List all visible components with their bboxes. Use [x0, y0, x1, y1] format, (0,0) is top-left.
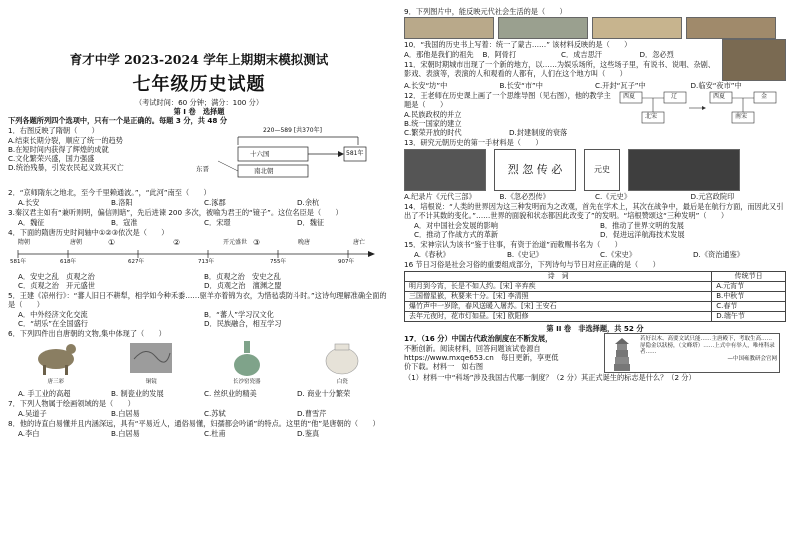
q15-stem: 15．宋神宗认为该书“鉴于往事，有资于治道”而敕赐书名为（ ）: [404, 240, 622, 249]
q14-option-d[interactable]: D．促进远洋航海技术发展: [600, 230, 685, 239]
q14-option-a[interactable]: A．对中国社会发展的影响: [414, 221, 498, 230]
tl-year-581: 581年: [10, 259, 26, 266]
festival-cell[interactable]: D.端午节: [712, 312, 786, 322]
table-row: [405, 292, 786, 302]
q17-subquestion-1: （1）材料一中“科场”涉及我国古代哪一制度？（2 分）其正式诞生的标志是什么？（2 分）: [404, 373, 696, 382]
q2-options: [8, 198, 390, 207]
q1-chart-bottom-label: 东晋: [196, 165, 209, 174]
q3-options: [8, 218, 390, 227]
q17-line-2[interactable]: https://www.mxqe653.cn 每日更新，享更低: [404, 353, 559, 362]
q10-option-c[interactable]: C．成吉思汗: [561, 50, 602, 59]
q10-stem: 10．“我国的历史书上写着：统一了蒙古……” 该材料反映的是（ ）: [404, 40, 632, 49]
q12-option-d[interactable]: D.封建制度的衰落: [509, 128, 568, 137]
pagoda-icon: [607, 336, 637, 372]
q5-option-c[interactable]: C．“胡乐”在全国盛行: [18, 319, 88, 329]
q9-image-a[interactable]: [404, 17, 494, 39]
q12-option-b[interactable]: B.统一国家的建立: [404, 119, 462, 128]
tl-year-618: 618年: [60, 259, 76, 266]
q6-option-b[interactable]: B. 制瓷业的发展: [111, 389, 164, 399]
tl-year-907: 907年: [338, 259, 354, 266]
q13-stem: 13．研究元朝历史的第一手材料是（ ）: [404, 138, 543, 147]
q10-option-b[interactable]: B．阿骨打: [482, 50, 517, 59]
map-box-5: 金: [761, 93, 768, 100]
q13-images: [404, 148, 786, 192]
q17-material-box: [604, 333, 780, 373]
q13-option-c[interactable]: C.《元史》: [595, 192, 632, 201]
question-10-11: [404, 39, 786, 81]
q3-option-a[interactable]: A．魏征: [18, 218, 45, 228]
vase-icon: [222, 339, 272, 377]
q15-options: [404, 250, 786, 259]
camel-artifact-icon: [31, 339, 81, 377]
tl-label-tang: 唐朝: [70, 239, 83, 247]
q2-option-b[interactable]: B.洛阳: [111, 198, 133, 208]
q1-stem: 1．右图反映了隋朝（ ）: [8, 126, 99, 136]
tl-label-end: 唐亡: [353, 239, 366, 247]
q5-option-a[interactable]: A．中外经济文化交流: [18, 310, 88, 320]
q1-option-a[interactable]: A.结束长期分裂，顺应了统一的趋势: [8, 136, 123, 146]
q2-stem: 2．“京师隋东之地北，至今千里赖通波。”，“此河”南至（ ）: [8, 188, 211, 198]
tl-mark-1: ①: [108, 238, 116, 248]
q3-option-b[interactable]: B．寇准: [111, 218, 138, 228]
q17-line-1: 不断创新。阅读材料，回答问题该试卷源自: [404, 344, 541, 353]
q4-option-d[interactable]: D．贞观之治 澶渊之盟: [204, 281, 282, 291]
q1-chart-top-label: 220—589 [共370年]: [263, 127, 322, 135]
q13-image-yuanshi[interactable]: 元史: [584, 149, 620, 191]
q15-option-a[interactable]: A.《春秋》: [414, 250, 450, 259]
q4-option-a[interactable]: A．安史之乱 贞观之治: [18, 272, 95, 282]
tl-year-755: 755年: [270, 259, 286, 266]
map-box-6: 南宋: [735, 113, 748, 120]
tl-mark-2: ②: [173, 238, 181, 248]
q3-option-d[interactable]: D．魏征: [297, 218, 325, 228]
q5-options: [8, 310, 390, 328]
q5-stem: 5．王建《凉州行》：“蕃人旧日不耕犁，相学如今种禾黍……驱羊亦着锦为衣，为惜毡裘防斗时。”这诗句理解准确全面的是（ ）: [8, 291, 387, 310]
q4-options: [8, 272, 390, 290]
q4-stem: 4．下面的隋唐历史时间轴中①②③依次是（ ）: [8, 228, 169, 238]
q13-image-book[interactable]: 烈 忽 传 必: [494, 149, 576, 191]
q13-image-seal[interactable]: [628, 149, 740, 191]
q10-options: [404, 50, 718, 59]
q11-option-d[interactable]: D.临安“夜市”中: [690, 81, 742, 90]
q10-illustration: [722, 39, 786, 81]
q1-dynasty-chart: [188, 125, 378, 187]
q1-chart-box-label: 十六国: [250, 150, 270, 159]
q11-option-b[interactable]: B.长安“市”中: [499, 81, 543, 90]
q9-image-c[interactable]: [592, 17, 682, 39]
school-title: 育才中学 2023-2024 学年上期期末模拟测试: [69, 52, 329, 67]
map-box-1: 西夏: [623, 93, 636, 100]
table-row: [405, 282, 786, 292]
q10-option-a[interactable]: A．那他是我们的祖先: [404, 50, 474, 59]
q6-artifacts: [8, 339, 390, 389]
q11-option-a[interactable]: A.长安“坊”中: [404, 81, 448, 90]
q6-option-d[interactable]: D. 商业十分繁荣: [297, 389, 351, 399]
q7-stem: 7．下列人物属于绘画领域的是（ ）: [8, 399, 135, 409]
q5-option-b[interactable]: B．“蕃人”学习汉文化: [204, 310, 274, 320]
q6-stem: 6．下列四件出自唐朝的文物,集中体现了（ ）: [8, 329, 166, 339]
q16-header-poem: 诗 词: [405, 272, 712, 282]
q16-stem: 16 节日习俗是社会习俗的重要组成部分，下列诗句与节日对应正确的是（ ）: [404, 260, 660, 269]
map-box-2: 辽: [671, 93, 678, 100]
map-box-3: 北宋: [645, 113, 658, 120]
white-jar-icon: [317, 339, 367, 377]
q15-option-c[interactable]: C.《宋史》: [600, 250, 637, 259]
q7-option-c[interactable]: C.苏轼: [204, 409, 226, 419]
festival-cell[interactable]: B.中秋节: [712, 292, 786, 302]
q2-option-c[interactable]: C.涿郡: [204, 198, 226, 208]
q8-option-b[interactable]: B.白居易: [111, 429, 140, 439]
q9-image-d[interactable]: [686, 17, 776, 39]
q7-option-d[interactable]: D.曹雪芹: [297, 409, 327, 419]
q13-options: [404, 192, 786, 201]
festival-cell[interactable]: A.元宵节: [712, 282, 786, 292]
right-column: [404, 6, 786, 382]
q6-option-c[interactable]: C. 丝织业的精美: [204, 389, 257, 399]
artifact-1-caption: 唐三彩: [47, 379, 64, 386]
q6-options: [8, 389, 390, 398]
poem-cell: 爆竹声中一岁除，春风送暖入屠苏。[宋] 王安石: [405, 302, 712, 312]
q15-option-b[interactable]: B.《史记》: [507, 250, 543, 259]
q17-stem: 17．（16 分）中国古代政治制度在不断发展，: [404, 334, 553, 343]
q4-timeline: [8, 238, 390, 272]
poem-cell: 明月到今宵，长是不如人约。[宋] 辛弃疾: [405, 282, 712, 292]
q4-option-b[interactable]: B．贞观之治 安史之乱: [204, 272, 281, 282]
question-1: [8, 125, 390, 187]
q12-options-cd: [404, 128, 614, 137]
part2-heading: 第 II 卷 非选择题，共 52 分: [546, 324, 644, 333]
q2-option-a[interactable]: A.长安: [18, 198, 40, 208]
q1-chart-mid-label: 南北朝: [254, 167, 274, 176]
q8-options: [8, 429, 390, 438]
q6-option-a[interactable]: A. 手工业的高超: [18, 389, 71, 399]
q17-credit: —中国雍教研会官网: [727, 355, 777, 362]
q8-option-c[interactable]: C.杜甫: [204, 429, 226, 439]
exam-info: （考试时间：60 分钟；满分：100 分）: [134, 98, 264, 108]
q12-stem: 12．王老师在历史课上画了一个思维导图（见右图），他的教学主题是（ ）: [404, 91, 611, 109]
q12-option-c[interactable]: C.繁荣开放的时代: [404, 128, 462, 137]
q9-image-b[interactable]: [498, 17, 588, 39]
tl-year-713: 713年: [198, 259, 214, 266]
q11-options: [404, 81, 786, 90]
q16-header-festival: 传统节日: [712, 272, 786, 282]
question-12: [404, 90, 786, 137]
poem-cell: 去年元夜时，花市灯如昼。[宋] 欧阳修: [405, 312, 712, 322]
q9-images: [404, 17, 786, 39]
q11-option-c[interactable]: C.开封“瓦子”中: [595, 81, 646, 90]
q8-option-a[interactable]: A.李白: [18, 429, 40, 439]
q17-quote: 若好以木、高要文试只能……主唐殿下，考取生高……屏隐金以狀榜，（文峰塔）……上式中有举人，唯州科录者……: [640, 336, 775, 356]
q13-image-documentary[interactable]: [404, 149, 486, 191]
q7-options: [8, 409, 390, 418]
q13-option-b[interactable]: B.《忽必烈传》: [499, 192, 550, 201]
left-column: [8, 6, 390, 438]
q13-option-a[interactable]: A.纪录片《元代三部》: [404, 192, 476, 201]
table-row: [405, 312, 786, 322]
tl-label-kaiyuan: 开元盛世: [223, 239, 248, 247]
q5-option-d[interactable]: D．民族融合，相互学习: [204, 319, 282, 329]
q4-option-c[interactable]: C．贞观之治 开元盛世: [18, 281, 95, 291]
q3-option-c[interactable]: C．宋璟: [204, 218, 231, 228]
table-row: [405, 302, 786, 312]
tl-year-627: 627年: [128, 259, 144, 266]
q14-option-b[interactable]: B．推动了世界文明的发展: [600, 221, 684, 230]
q15-option-d[interactable]: D.《资治通鉴》: [693, 250, 744, 259]
q16-poem-table: [404, 271, 786, 322]
q7-option-b[interactable]: B.白居易: [111, 409, 140, 419]
q8-stem: 8．他的诗直白易懂并且内涵深远，具有“平易近人，通俗易懂，妇孺都会吟诵”的特点。这里的“他”是唐朝的（ ）: [8, 419, 380, 429]
q14-options: [404, 221, 786, 239]
q12-option-a[interactable]: A.民族政权的并立: [404, 110, 462, 119]
artifact-2: [126, 339, 176, 389]
tl-mark-3: ③: [253, 238, 261, 248]
artifact-3: [222, 339, 272, 389]
q7-option-a[interactable]: A.吴道子: [18, 409, 47, 419]
instruction: 下列各题所列四个选项中，只有一个是正确的。每题 3 分，共 48 分: [8, 116, 228, 126]
q12-mind-map: [614, 90, 784, 126]
bronze-mirror-icon: [126, 339, 176, 377]
q1-option-b[interactable]: B.在短时间内获得了辉煌的成就: [8, 145, 109, 155]
q16-header-row: [405, 272, 786, 282]
q14-option-c[interactable]: C．推动了作战方式的革新: [414, 230, 499, 239]
festival-cell[interactable]: C.春节: [712, 302, 786, 312]
part1-heading: 第 I 卷 选择题: [173, 107, 225, 117]
artifact-4-caption: 白瓷: [336, 379, 348, 386]
tl-label-sui: 隋朝: [18, 239, 31, 247]
artifact-2-caption: 铜镜: [145, 379, 157, 386]
subject-title: 七年级历史试题: [132, 73, 266, 95]
q8-option-d[interactable]: D.鉴真: [297, 429, 320, 439]
question-17: [404, 333, 786, 373]
q9-stem: 9．下列图片中，能反映元代社会生活的是（ ）: [404, 7, 567, 16]
q17-line-3: 价下载。材料一 如右图: [404, 362, 484, 371]
poem-cell: 三国僧星嵌，秋要来十分。[宋] 李清照: [405, 292, 712, 302]
q13-option-d[interactable]: D.元宫政院印: [690, 192, 735, 201]
q2-option-d[interactable]: D.余杭: [297, 198, 320, 208]
artifact-3-caption: 长沙窑瓷器: [232, 379, 261, 386]
q3-stem: 3.秦汉君主如有“兼听则明，偏信则暗”，先后进谏 200 多次，被喻为君王的“镜子”。这位名臣是（ ）: [8, 208, 343, 218]
tl-label-late-tang: 晚唐: [298, 239, 311, 247]
q1-option-d[interactable]: D.统治残暴，引发农民起义致其灭亡: [8, 163, 124, 173]
q10-option-d[interactable]: D．忽必烈: [639, 50, 674, 59]
q1-option-c[interactable]: C.文化繁荣兴盛，国力强盛: [8, 154, 95, 164]
q1-chart-year: 581年: [346, 150, 364, 158]
artifact-4: [317, 339, 367, 389]
q11-stem: 11．宋朝时期城市出现了一个新的地方，以……为娱乐场所，这些场子里，有说书、说唱、杂剧、影戏、表演等，表演的人和观看的人都有，人们在这个地方叫（ ）: [404, 60, 716, 78]
artifact-1: [31, 339, 81, 389]
q14-stem: 14．培根说：“人类的世界因为这三种发明而为之改观，首先在学术上，其次在战争中，最后是在航行方面，而因此又引出了不计其数的变化。”……世界的面貌和状态都因此改变了”的发明。“培根赞颂这“三种发明”（ ）: [404, 202, 784, 220]
map-box-4: 西夏: [713, 93, 726, 100]
